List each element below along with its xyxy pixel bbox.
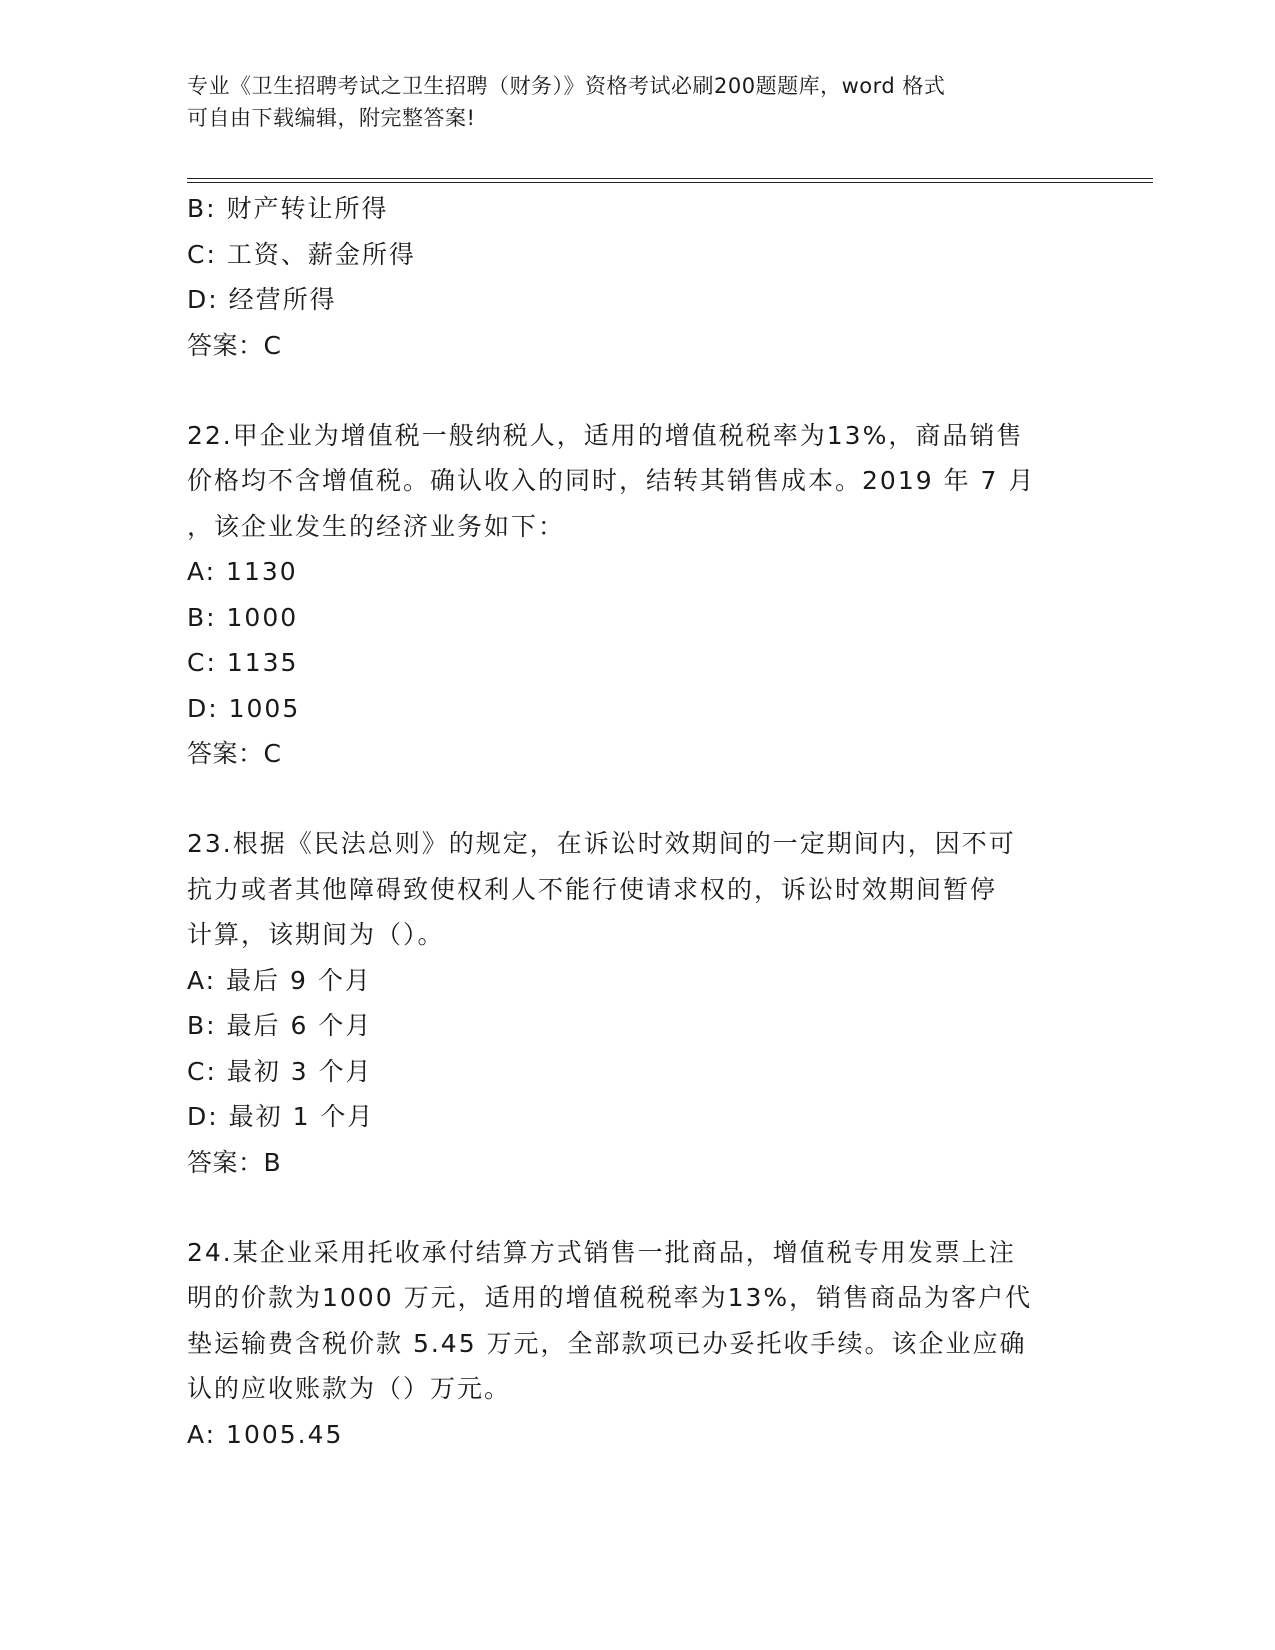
spacer — [187, 1185, 1087, 1230]
option-a: A: 1005.45 — [187, 1419, 344, 1449]
question-list — [187, 186, 1087, 1457]
option-a: A: 最后 9 个月 — [187, 965, 372, 995]
question-stem-line: 价格均不含增值税。确认收入的同时，结转其销售成本。2019 年 7 月 — [187, 466, 1036, 495]
option-b: B: 最后 6 个月 — [187, 1011, 373, 1040]
question-23 — [187, 821, 1087, 1185]
question-stem-line: 认的应收账款为（）万元。 — [187, 1374, 512, 1403]
question-stem-line: 明的价款为1000 万元，适用的增值税税率为13%，销售商品为客户代 — [187, 1283, 1033, 1312]
header-divider — [187, 178, 1153, 179]
option-c: C: 工资、薪金所得 — [187, 239, 416, 269]
spacer — [187, 368, 1087, 413]
question-stem-line: 24.某企业采用托收承付结算方式销售一批商品，增值税专用发票上注 — [187, 1237, 1016, 1267]
option-d: D: 最初 1 个月 — [187, 1102, 375, 1131]
document-header — [187, 70, 1067, 134]
header-line: 可自由下载编辑，附完整答案! — [187, 106, 476, 130]
option-c: C: 1135 — [187, 648, 299, 677]
question-stem-line: 23.根据《民法总则》的规定，在诉讼时效期间的一定期间内，因不可 — [187, 829, 1016, 858]
option-d: D: 经营所得 — [187, 285, 337, 314]
question-24 — [187, 1230, 1087, 1458]
answer-line: 答案：B — [187, 1147, 282, 1177]
option-b: B: 1000 — [187, 602, 299, 632]
option-a: A: 1130 — [187, 557, 298, 586]
answer-line: 答案：C — [187, 330, 282, 360]
option-c: C: 最初 3 个月 — [187, 1056, 373, 1086]
option-d: D: 1005 — [187, 693, 301, 723]
question-stem-line: 计算，该期间为（）。 — [187, 920, 445, 949]
question-stem-line: 垫运输费含税价款 5.45 万元，全部款项已办妥托收手续。该企业应确 — [187, 1328, 1027, 1358]
question-stem-line: 抗力或者其他障碍致使权利人不能行使请求权的，诉讼时效期间暂停 — [187, 874, 998, 904]
answer-line: 答案：C — [187, 739, 282, 768]
question-stem-line: ，该企业发生的经济业务如下： — [187, 511, 566, 541]
header-line: 专业《卫生招聘考试之卫生招聘（财务）》资格考试必刷200题题库，word 格式 — [187, 74, 946, 98]
spacer — [187, 776, 1087, 821]
question-22 — [187, 413, 1087, 777]
header-divider — [187, 182, 1153, 183]
question-21 — [187, 186, 1087, 368]
option-b: B: 财产转让所得 — [187, 194, 389, 223]
question-stem-line: 22.甲企业为增值税一般纳税人，适用的增值税税率为13%，商品销售 — [187, 420, 1024, 450]
